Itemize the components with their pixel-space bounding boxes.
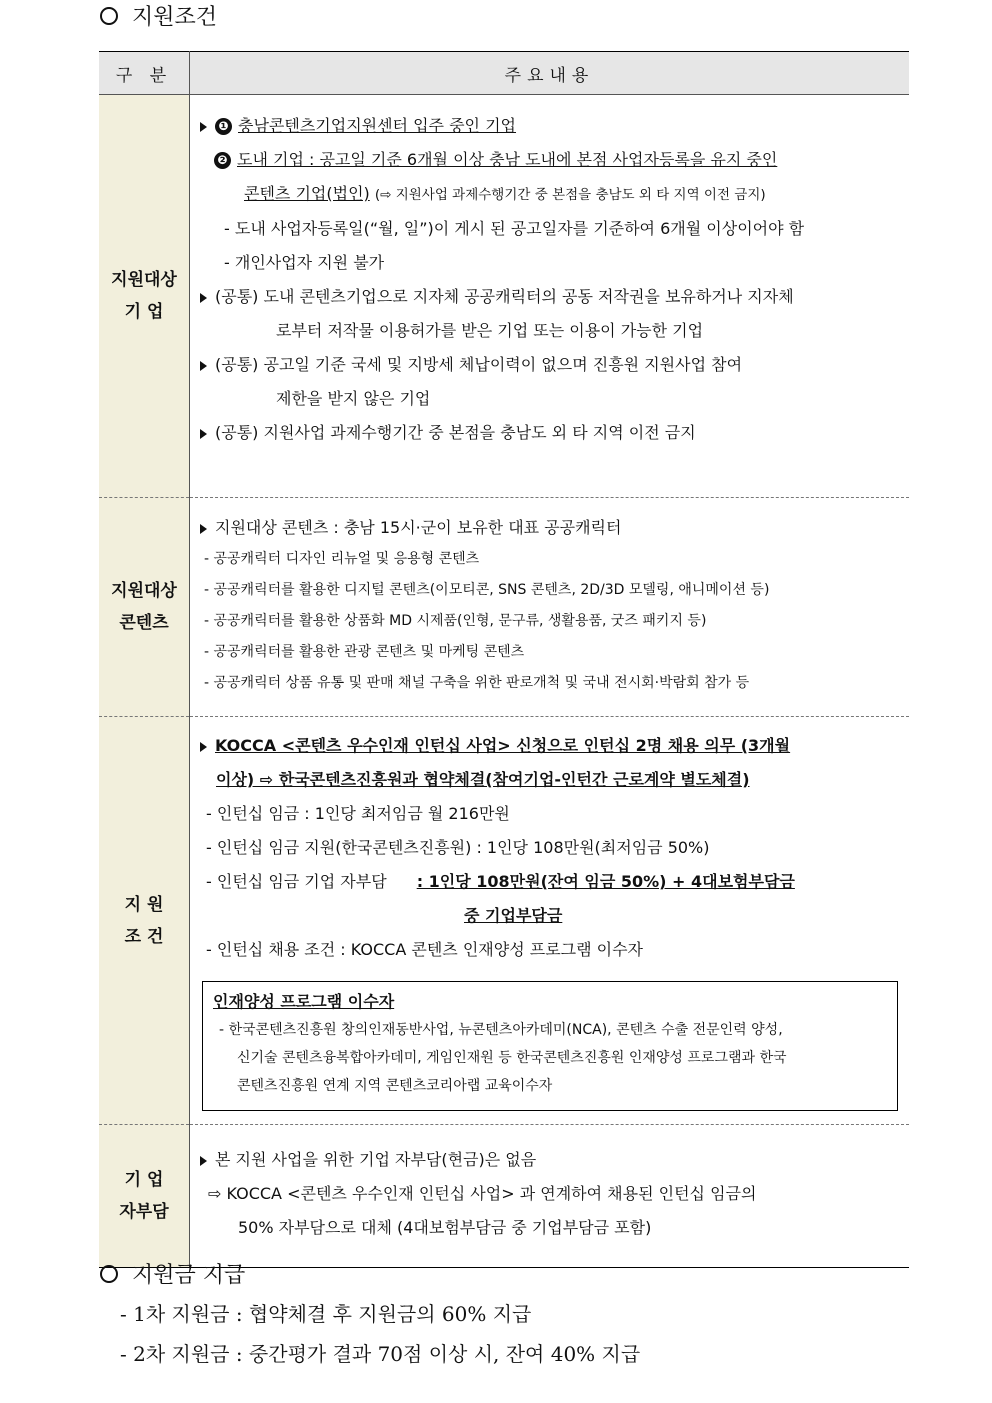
list-item: - 인턴십 임금 지원(한국콘텐츠진흥원) : 1인당 108만원(최저임금 50%) xyxy=(206,838,710,857)
payment-line-2: - 2차 지원금 : 중간평가 결과 70점 이상 시, 잔여 40% 지급 xyxy=(120,1342,641,1366)
list-item: - 인턴십 임금 기업 자부담 : 1인당 108만원(잔여 임금 50%) + 4대보험부담금 xyxy=(206,872,795,891)
header-main-content: 주요내용 xyxy=(190,52,910,95)
list-item: 중 기업부담금 xyxy=(464,906,563,925)
triangle-bullet-icon xyxy=(200,293,207,303)
triangle-bullet-icon xyxy=(200,361,207,371)
list-item: - 공공캐릭터를 활용한 관광 콘텐츠 및 마케팅 콘텐츠 xyxy=(204,644,525,660)
list-item: - 공공캐릭터 디자인 리뉴얼 및 응용형 콘텐츠 xyxy=(204,551,480,567)
number-2-icon: ❷ xyxy=(214,152,231,169)
list-item: 이상) ⇨ 한국콘텐츠진흥원과 협약체결(참여기업-인턴간 근로계약 별도체결) xyxy=(216,770,750,789)
triangle-bullet-icon xyxy=(200,742,207,752)
circle-bullet-icon xyxy=(100,7,118,25)
row-label: 기 업 자부담 xyxy=(99,1125,190,1268)
header-category: 구 분 xyxy=(99,52,190,95)
row-label: 지원대상 기 업 xyxy=(99,95,190,498)
table-row xyxy=(99,1125,909,1268)
table-row xyxy=(99,498,909,717)
list-item: (공통) 도내 콘텐츠기업으로 지자체 공공캐릭터의 공동 저작권을 보유하거나 지자체 xyxy=(200,280,901,314)
list-item: - 공공캐릭터를 활용한 디지털 콘텐츠(이모티콘, SNS 콘텐츠, 2D/3D 모델링, 애니메이션 등) xyxy=(204,582,770,598)
list-item: 본 지원 사업을 위한 기업 자부담(현금)은 없음 xyxy=(200,1143,901,1177)
table-row xyxy=(99,95,909,498)
row-label: 지원대상 콘텐츠 xyxy=(99,498,190,717)
conditions-table xyxy=(99,51,909,1268)
section-heading-payment xyxy=(100,1258,245,1289)
list-item: - 도내 사업자등록일(“월, 일”)이 게시 된 공고일자를 기준하여 6개월 이상이어야 함 xyxy=(224,219,805,238)
row-content xyxy=(190,1125,910,1268)
number-1-icon: ❶ xyxy=(215,118,232,135)
heading-text: 지원조건 xyxy=(132,5,218,30)
list-item: - 공공캐릭터를 활용한 상품화 MD 시제품(인형, 문구류, 생활용품, 굿즈 패키지 등) xyxy=(204,613,707,629)
list-item: (공통) 지원사업 과제수행기간 중 본점을 충남도 외 타 지역 이전 금지 xyxy=(200,416,901,450)
payment-line-1: - 1차 지원금 : 협약체결 후 지원금의 60% 지급 xyxy=(120,1302,532,1326)
list-item: - 인턴십 채용 조건 : KOCCA 콘텐츠 인재양성 프로그램 이수자 xyxy=(206,940,644,959)
list-item: - 개인사업자 지원 불가 xyxy=(224,253,385,272)
triangle-bullet-icon xyxy=(200,1156,207,1166)
table-header-row xyxy=(99,52,909,95)
row-label: 지 원 조 건 xyxy=(99,717,190,1125)
list-item: KOCCA <콘텐츠 우수인재 인턴십 사업> 신청으로 인턴십 2명 채용 의무 (3개월 xyxy=(200,729,901,763)
box-line: - 한국콘텐츠진흥원 창의인재동반사업, 뉴콘텐츠아카데미(NCA), 콘텐츠 수출 전문인력 양성, xyxy=(219,1022,783,1038)
box-title: 인재양성 프로그램 이수자 xyxy=(213,992,395,1011)
triangle-bullet-icon xyxy=(200,429,207,439)
row-content xyxy=(190,717,910,1125)
list-item: ❶ 충남콘텐츠기업지원센터 입주 중인 기업 xyxy=(200,109,901,143)
list-item: - 공공캐릭터 상품 유통 및 판매 채널 구축을 위한 판로개척 및 국내 전시회·박람회 참가 등 xyxy=(204,675,750,691)
box-line: 신기술 콘텐츠융복합아카데미, 게임인재원 등 한국콘텐츠진흥원 인재양성 프로그램과 한국 xyxy=(237,1050,787,1066)
list-item: ⇨ KOCCA <콘텐츠 우수인재 인턴십 사업> 과 연계하여 채용된 인턴십 임금의 xyxy=(208,1184,757,1203)
circle-bullet-icon xyxy=(100,1265,118,1283)
triangle-bullet-icon xyxy=(200,524,207,534)
list-item: 제한을 받지 않은 기업 xyxy=(276,389,431,408)
list-item: 50% 자부담으로 대체 (4대보험부담금 중 기업부담금 포함) xyxy=(238,1218,652,1237)
row-content xyxy=(190,95,910,498)
list-item: (공통) 공고일 기준 국세 및 지방세 체납이력이 없으며 진흥원 지원사업 참여 xyxy=(200,348,901,382)
list-item: - 인턴십 임금 : 1인당 최저임금 월 216만원 xyxy=(206,804,510,823)
list-item: 콘텐츠 기업(법인) (⇨ 지원사업 과제수행기간 중 본점을 충남도 외 타 지역 이전 금지) xyxy=(244,184,766,203)
section-heading-conditions xyxy=(100,0,217,31)
list-item: 로부터 저작물 이용허가를 받은 기업 또는 이용이 가능한 기업 xyxy=(276,321,704,340)
heading-text: 지원금 지급 xyxy=(132,1263,246,1288)
triangle-bullet-icon xyxy=(200,122,207,132)
row-content xyxy=(190,498,910,717)
table-row xyxy=(99,717,909,1125)
list-item: 지원대상 콘텐츠 : 충남 15시·군이 보유한 대표 공공캐릭터 xyxy=(200,512,901,544)
program-box xyxy=(202,981,898,1111)
box-line: 콘텐츠진흥원 연계 지역 콘텐츠코리아랩 교육이수자 xyxy=(237,1078,553,1094)
list-item: ❷ 도내 기업 : 공고일 기준 6개월 이상 충남 도내에 본점 사업자등록을 유지 중인 xyxy=(200,143,901,177)
